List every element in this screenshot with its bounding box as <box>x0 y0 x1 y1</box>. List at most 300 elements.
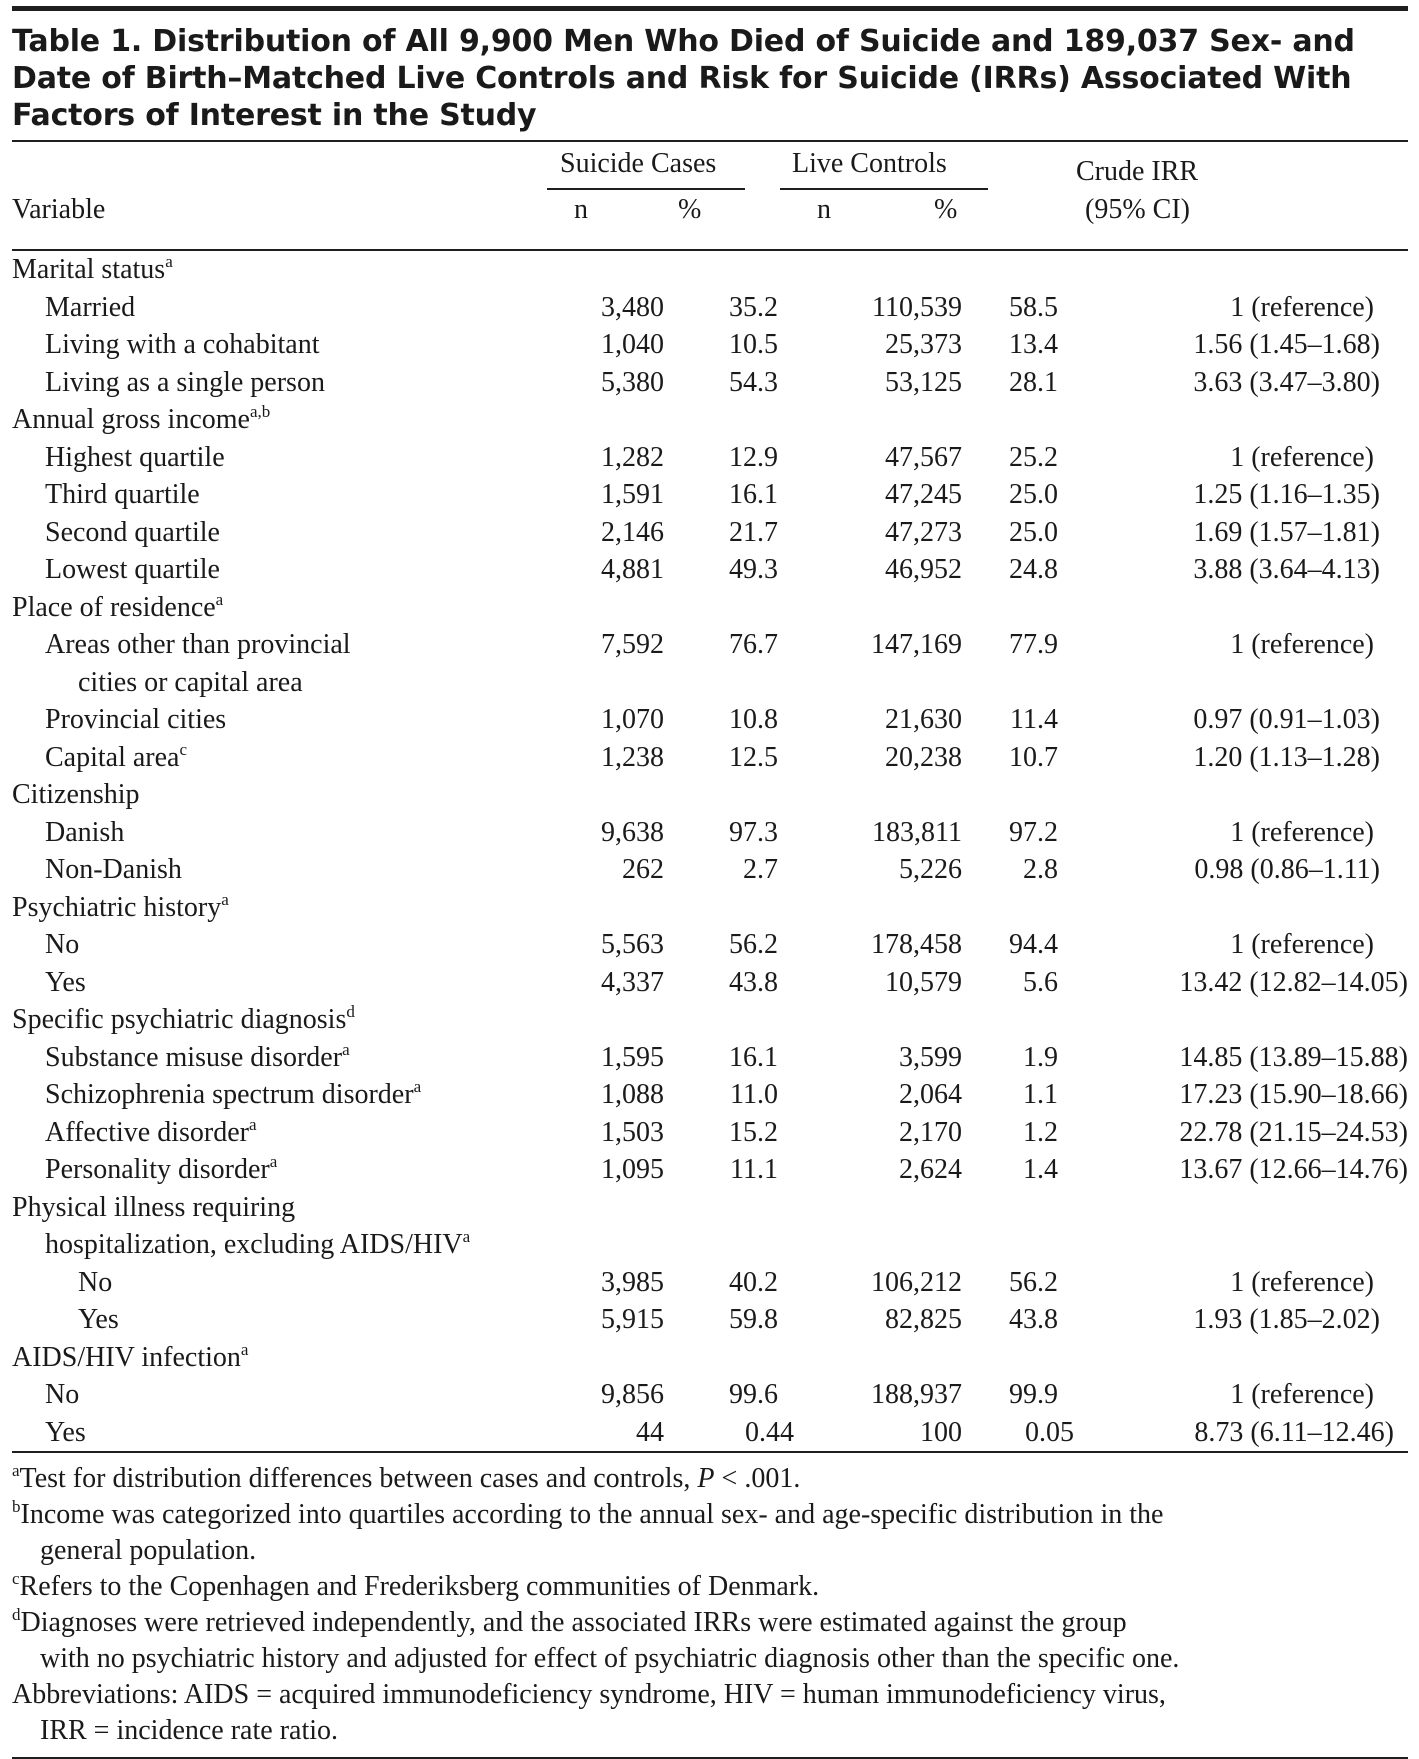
cell-controls-n <box>800 889 970 927</box>
table-row <box>12 1076 1408 1114</box>
row-label <box>12 664 572 702</box>
cell-crude-irr <box>1078 589 1408 627</box>
live-controls-rule <box>780 188 988 190</box>
table-title: Table 1. Distribution of All 9,900 Men Who Died of Suicide and 189,037 Sex- and Date of Birth–Matched Live Controls and Risk for Suicide (IRRs) Associated With Factors of Interest in the Study <box>12 24 1355 133</box>
cell-suicide-n: 44 <box>636 1416 664 1448</box>
cell-controls-pct: 58.5 <box>1009 291 1058 323</box>
cell-crude-irr: 3.88 (3.64–4.13) <box>1193 554 1380 585</box>
cell-suicide-pct: 54.3 <box>729 366 778 398</box>
cell-suicide-pct: 10.8 <box>729 704 778 735</box>
table-section-row <box>12 1189 1408 1227</box>
row-label-text: Capital area <box>45 741 180 773</box>
cell-controls-pct <box>970 1226 1078 1264</box>
cell-suicide-pct: 12.5 <box>729 741 778 773</box>
footnote-mark: a <box>215 589 224 609</box>
footnote-mark: a <box>248 1114 257 1134</box>
cell-suicide-n: 1,503 <box>601 1116 664 1148</box>
footnote-mark: d <box>346 1002 355 1021</box>
cell-suicide-n: 1,088 <box>601 1079 664 1110</box>
row-label <box>12 1039 572 1077</box>
cell-crude-irr: 13.67 (12.66–14.76) <box>1179 1154 1408 1185</box>
cell-suicide-n <box>572 1339 684 1377</box>
cell-controls-n <box>800 664 970 702</box>
cell-controls-n: 106,212 <box>871 1266 962 1298</box>
row-label <box>12 401 572 439</box>
row-label <box>12 964 572 1002</box>
cell-suicide-n: 2,146 <box>601 516 664 548</box>
cell-controls-pct: 43.8 <box>1009 1304 1058 1335</box>
cell-controls-n: 21,630 <box>885 704 962 735</box>
cell-controls-pct: 10.7 <box>1009 741 1058 773</box>
cell-suicide-pct <box>684 776 800 814</box>
cell-controls-n: 100 <box>920 1416 962 1448</box>
footnotes <box>12 1461 1408 1749</box>
row-label <box>12 589 572 627</box>
table-section-row <box>12 664 1408 702</box>
row-label-text: Physical illness requiring <box>12 1191 296 1223</box>
cell-suicide-n <box>572 1226 684 1264</box>
row-label <box>12 1151 572 1189</box>
cell-suicide-n <box>572 776 684 814</box>
cell-crude-irr <box>1078 664 1408 702</box>
table-header <box>12 142 1408 249</box>
cell-crude-irr: 13.42 (12.82–14.05) <box>1179 966 1408 998</box>
row-label <box>12 776 572 814</box>
cell-controls-pct: 25.0 <box>1009 479 1058 510</box>
header-suicide-cases: Suicide Cases <box>560 148 717 179</box>
row-label <box>12 1414 572 1452</box>
cell-suicide-n: 3,480 <box>601 291 664 323</box>
row-label <box>12 1001 572 1039</box>
cell-crude-irr <box>1078 1189 1408 1227</box>
header-suicide-n: n <box>574 194 588 225</box>
cell-crude-irr: 0.97 (0.91–1.03) <box>1193 704 1380 735</box>
cell-suicide-n: 5,563 <box>601 929 664 960</box>
row-label <box>12 626 572 664</box>
row-label-text: AIDS/HIV infection <box>12 1341 241 1373</box>
cell-suicide-pct: 59.8 <box>729 1304 778 1335</box>
cell-controls-n: 183,811 <box>872 816 962 848</box>
footnote-mark: a,b <box>249 402 271 421</box>
footnote-mark: a <box>342 1039 350 1059</box>
cell-suicide-n: 1,282 <box>601 441 664 473</box>
footnote-a-p: P <box>697 1463 715 1494</box>
cell-controls-n: 3,599 <box>899 1041 962 1073</box>
cell-suicide-pct: 15.2 <box>729 1116 778 1148</box>
cell-controls-pct: 5.6 <box>1023 966 1058 998</box>
cell-suicide-pct: 76.7 <box>729 629 778 660</box>
row-label <box>12 739 572 777</box>
header-controls-n: n <box>817 194 831 225</box>
row-label-text: Psychiatric history <box>12 891 222 923</box>
cell-suicide-pct: 11.1 <box>730 1154 778 1185</box>
row-label-text: hospitalization, excluding AIDS/HIV <box>45 1229 463 1260</box>
cell-controls-pct <box>970 589 1078 627</box>
cell-controls-n: 47,567 <box>885 441 962 473</box>
header-variable: Variable <box>12 194 106 225</box>
cell-controls-n <box>800 1226 970 1264</box>
cell-controls-n: 2,064 <box>899 1079 962 1110</box>
cell-suicide-pct <box>684 251 800 289</box>
cell-suicide-n <box>572 401 684 439</box>
cell-suicide-pct: 43.8 <box>729 966 778 998</box>
row-label-text: Areas other than provincial <box>45 629 351 660</box>
cell-controls-pct: 1.9 <box>1023 1041 1058 1073</box>
row-label-text: Schizophrenia spectrum disorder <box>45 1079 414 1110</box>
cell-controls-pct <box>970 1001 1078 1039</box>
cell-suicide-pct <box>684 1339 800 1377</box>
table-section-row <box>12 1226 1408 1264</box>
footnote-mark: a <box>269 1152 278 1171</box>
row-label-text: Specific psychiatric diagnosis <box>12 1004 347 1035</box>
row-label <box>12 1264 572 1302</box>
cell-controls-n <box>800 401 970 439</box>
cell-suicide-pct <box>684 664 800 702</box>
table-row <box>12 514 1408 552</box>
cell-suicide-pct: 49.3 <box>729 554 778 585</box>
row-label-text: No <box>45 1379 80 1410</box>
table-section-row <box>12 776 1408 814</box>
row-label <box>12 1376 572 1414</box>
cell-crude-irr: 22.78 (21.15–24.53) <box>1179 1116 1408 1148</box>
cell-suicide-pct: 99.6 <box>729 1379 778 1410</box>
cell-crude-irr: 1.25 (1.16–1.35) <box>1193 479 1380 510</box>
row-label <box>12 926 572 964</box>
cell-crude-irr: 1.56 (1.45–1.68) <box>1193 329 1380 360</box>
row-label-text: Highest quartile <box>45 441 225 473</box>
row-label <box>12 251 572 289</box>
cell-controls-pct: 24.8 <box>1009 554 1058 585</box>
cell-suicide-pct: 40.2 <box>729 1266 778 1298</box>
cell-controls-pct: 77.9 <box>1009 629 1058 660</box>
table-page <box>12 6 1408 1759</box>
cell-crude-irr: 1 (reference) <box>1230 816 1374 848</box>
cell-crude-irr: 14.85 (13.89–15.88) <box>1179 1041 1408 1073</box>
cell-controls-pct: 25.0 <box>1009 516 1058 548</box>
cell-crude-irr <box>1078 1226 1408 1264</box>
table-bottom-rule <box>12 1451 1408 1453</box>
data-table <box>12 251 1408 1451</box>
cell-crude-irr <box>1078 401 1408 439</box>
cell-suicide-n: 1,595 <box>601 1041 664 1073</box>
cell-suicide-pct: 97.3 <box>729 816 778 848</box>
cell-controls-pct <box>970 1189 1078 1227</box>
row-label <box>12 1226 572 1264</box>
footnote-c-text: Refers to the Copenhagen and Frederiksberg communities of Denmark. <box>19 1571 820 1602</box>
cell-crude-irr: 1 (reference) <box>1230 441 1374 473</box>
cell-suicide-n: 5,915 <box>601 1304 664 1335</box>
cell-crude-irr: 17.23 (15.90–18.66) <box>1179 1079 1408 1110</box>
table-row <box>12 289 1408 327</box>
cell-controls-pct: 56.2 <box>1009 1266 1058 1298</box>
cell-controls-pct: 1.4 <box>1023 1154 1058 1185</box>
footnote-mark: c <box>179 739 188 759</box>
cell-controls-n <box>800 1189 970 1227</box>
header-ci: (95% CI) <box>1085 194 1190 225</box>
row-label-text: No <box>45 929 80 960</box>
table-row <box>12 739 1408 777</box>
footnote-a <box>12 1461 1408 1497</box>
row-label <box>12 551 572 589</box>
cell-controls-pct: 0.05 <box>1025 1416 1074 1448</box>
footnote-b-line2: general population. <box>40 1535 257 1566</box>
footnote-abbreviations <box>12 1677 1408 1749</box>
row-label <box>12 289 572 327</box>
cell-controls-n: 47,245 <box>885 479 962 510</box>
table-row <box>12 1264 1408 1302</box>
cell-suicide-n <box>572 889 684 927</box>
row-label-text: Living with a cohabitant <box>45 329 320 360</box>
cell-controls-n: 46,952 <box>885 554 962 585</box>
footnote-b <box>12 1497 1408 1569</box>
cell-controls-n: 82,825 <box>885 1304 962 1335</box>
cell-controls-n: 25,373 <box>885 329 962 360</box>
table-section-row <box>12 401 1408 439</box>
cell-suicide-pct: 56.2 <box>729 929 778 960</box>
table-row <box>12 551 1408 589</box>
row-label <box>12 1301 572 1339</box>
cell-suicide-n: 9,856 <box>601 1379 664 1410</box>
table-row <box>12 439 1408 477</box>
suicide-cases-rule <box>547 188 745 190</box>
cell-controls-pct: 97.2 <box>1009 816 1058 848</box>
table-section-row <box>12 1001 1408 1039</box>
cell-controls-n <box>800 251 970 289</box>
row-label <box>12 1076 572 1114</box>
cell-suicide-n <box>572 1001 684 1039</box>
table-row <box>12 626 1408 664</box>
cell-crude-irr: 1 (reference) <box>1230 1379 1374 1410</box>
cell-controls-n: 2,170 <box>899 1116 962 1148</box>
cell-suicide-pct: 11.0 <box>730 1079 778 1110</box>
row-label <box>12 1189 572 1227</box>
table-section-row <box>12 251 1408 289</box>
cell-controls-n: 53,125 <box>885 366 962 398</box>
table-section-row <box>12 589 1408 627</box>
cell-suicide-pct <box>684 401 800 439</box>
table-row <box>12 814 1408 852</box>
abbreviations-line2: IRR = incidence rate ratio. <box>40 1715 339 1746</box>
row-label-text: Lowest quartile <box>45 554 220 585</box>
cell-crude-irr: 1.93 (1.85–2.02) <box>1193 1304 1380 1335</box>
row-label-text: Yes <box>78 1304 119 1335</box>
cell-controls-n: 10,579 <box>885 966 962 998</box>
footnote-d-line1: Diagnoses were retrieved independently, and the associated IRRs were estimated against the group <box>20 1607 1127 1638</box>
cell-suicide-n <box>572 664 684 702</box>
cell-controls-n: 2,624 <box>899 1154 962 1185</box>
row-label-text: Yes <box>45 966 86 998</box>
cell-suicide-n: 1,095 <box>601 1154 664 1185</box>
row-label <box>12 476 572 514</box>
cell-suicide-n: 4,881 <box>601 554 664 585</box>
cell-crude-irr <box>1078 251 1408 289</box>
cell-controls-n: 188,937 <box>871 1379 962 1410</box>
footnote-mark: a <box>413 1077 422 1096</box>
cell-crude-irr: 1.69 (1.57–1.81) <box>1193 516 1380 548</box>
cell-suicide-n: 7,592 <box>601 629 664 660</box>
cell-crude-irr: 1 (reference) <box>1230 929 1374 960</box>
row-label <box>12 439 572 477</box>
row-label <box>12 814 572 852</box>
cell-crude-irr: 3.63 (3.47–3.80) <box>1193 366 1380 398</box>
cell-suicide-n: 262 <box>622 854 664 885</box>
table-section-row <box>12 1339 1408 1377</box>
cell-crude-irr: 0.98 (0.86–1.11) <box>1194 854 1380 885</box>
cell-controls-n: 110,539 <box>872 291 962 323</box>
row-label-text: Yes <box>45 1416 86 1448</box>
top-rule <box>12 6 1408 11</box>
footnote-mark: a <box>240 1339 249 1359</box>
cell-suicide-n: 4,337 <box>601 966 664 998</box>
cell-suicide-n <box>572 1189 684 1227</box>
header-controls-pct: % <box>934 194 958 225</box>
cell-suicide-n <box>572 251 684 289</box>
cell-controls-pct <box>970 889 1078 927</box>
footnote-a-text: Test for distribution differences between cases and controls, <box>19 1463 698 1494</box>
cell-controls-pct: 28.1 <box>1009 366 1058 398</box>
cell-controls-pct <box>970 251 1078 289</box>
cell-suicide-pct: 10.5 <box>729 329 778 360</box>
cell-controls-pct: 11.4 <box>1010 704 1058 735</box>
cell-crude-irr: 1 (reference) <box>1230 1266 1374 1298</box>
table-body <box>12 251 1408 1451</box>
row-label-text: Personality disorder <box>45 1154 270 1185</box>
table-section-row <box>12 889 1408 927</box>
row-label-text: Place of residence <box>12 591 216 623</box>
footnote-c <box>12 1569 1408 1605</box>
cell-controls-pct <box>970 664 1078 702</box>
row-label-text: Affective disorder <box>45 1116 249 1148</box>
cell-suicide-pct: 16.1 <box>729 1041 778 1073</box>
row-label <box>12 364 572 402</box>
cell-suicide-pct: 12.9 <box>729 441 778 473</box>
cell-controls-n <box>800 776 970 814</box>
table-row <box>12 701 1408 739</box>
cell-suicide-pct <box>684 1189 800 1227</box>
cell-crude-irr <box>1078 776 1408 814</box>
cell-suicide-pct <box>684 1226 800 1264</box>
cell-suicide-pct: 16.1 <box>729 479 778 510</box>
cell-controls-pct: 2.8 <box>1023 854 1058 885</box>
table-row <box>12 1376 1408 1414</box>
row-label-text: Citizenship <box>12 779 140 810</box>
table-row <box>12 364 1408 402</box>
row-label-text: Non-Danish <box>45 854 182 885</box>
header-crude-irr: Crude IRR <box>1076 156 1199 187</box>
row-label-text: cities or capital area <box>78 666 303 698</box>
row-label-text: Annual gross income <box>12 404 250 435</box>
cell-suicide-n <box>572 589 684 627</box>
cell-crude-irr: 1.20 (1.13–1.28) <box>1193 741 1380 773</box>
footnote-a-tail: < .001. <box>714 1463 801 1494</box>
row-label-text: Danish <box>45 816 125 848</box>
cell-suicide-n: 1,238 <box>601 741 664 773</box>
cell-crude-irr <box>1078 1001 1408 1039</box>
table-row <box>12 1039 1408 1077</box>
row-label-text: Married <box>45 291 136 323</box>
cell-suicide-pct <box>684 889 800 927</box>
cell-controls-pct: 99.9 <box>1009 1379 1058 1410</box>
cell-controls-n <box>800 1339 970 1377</box>
row-label <box>12 701 572 739</box>
cell-suicide-n: 9,638 <box>601 816 664 848</box>
cell-controls-n: 147,169 <box>871 629 962 660</box>
table-row <box>12 964 1408 1002</box>
cell-suicide-n: 3,985 <box>601 1266 664 1298</box>
row-label-text: No <box>78 1266 113 1298</box>
footnote-a-mark: a <box>12 1461 20 1480</box>
cell-suicide-n: 1,040 <box>601 329 664 360</box>
row-label-text: Provincial cities <box>45 704 227 735</box>
cell-controls-n: 5,226 <box>899 854 962 885</box>
cell-crude-irr <box>1078 889 1408 927</box>
table-row <box>12 1414 1408 1452</box>
cell-controls-pct <box>970 1339 1078 1377</box>
header-live-controls: Live Controls <box>792 148 947 179</box>
table-row <box>12 476 1408 514</box>
footnote-c-mark: c <box>12 1569 20 1588</box>
cell-suicide-pct: 21.7 <box>729 516 778 548</box>
abbreviations-line1: Abbreviations: AIDS = acquired immunodeficiency syndrome, HIV = human immunodeficiency virus, <box>12 1679 1166 1710</box>
cell-crude-irr <box>1078 1339 1408 1377</box>
row-label <box>12 1114 572 1152</box>
table-row <box>12 1301 1408 1339</box>
table-row <box>12 1151 1408 1189</box>
row-label <box>12 326 572 364</box>
cell-crude-irr: 1 (reference) <box>1230 291 1374 323</box>
cell-controls-n: 47,273 <box>885 516 962 548</box>
cell-suicide-pct <box>684 589 800 627</box>
cell-controls-n: 20,238 <box>885 741 962 773</box>
cell-crude-irr: 1 (reference) <box>1230 629 1374 660</box>
cell-controls-pct: 13.4 <box>1009 329 1058 360</box>
cell-crude-irr: 8.73 (6.11–12.46) <box>1194 1416 1394 1448</box>
footnote-mark: a <box>221 889 229 909</box>
cell-suicide-n: 1,070 <box>601 704 664 735</box>
cell-controls-pct: 25.2 <box>1009 441 1058 473</box>
cell-controls-pct: 94.4 <box>1009 929 1058 960</box>
table-row <box>12 1114 1408 1152</box>
footnote-b-mark: b <box>12 1497 21 1516</box>
table-row <box>12 851 1408 889</box>
footnote-b-line1: Income was categorized into quartiles according to the annual sex- and age-specific distribution in the <box>20 1499 1164 1530</box>
row-label-text: Living as a single person <box>45 366 325 398</box>
row-label <box>12 889 572 927</box>
cell-controls-pct <box>970 776 1078 814</box>
row-label-text: Second quartile <box>45 516 220 548</box>
footnote-d-mark: d <box>12 1605 21 1624</box>
footnote-mark: a <box>462 1227 471 1246</box>
cell-controls-pct: 1.2 <box>1023 1116 1058 1148</box>
footnote-d-line2: with no psychiatric history and adjusted for effect of psychiatric diagnosis other than the specific one. <box>40 1643 1180 1674</box>
cell-controls-pct: 1.1 <box>1023 1079 1058 1110</box>
cell-suicide-n: 5,380 <box>601 366 664 398</box>
header-suicide-pct: % <box>678 194 702 225</box>
cell-controls-n: 178,458 <box>871 929 962 960</box>
cell-suicide-pct: 2.7 <box>743 854 778 885</box>
cell-controls-pct <box>970 401 1078 439</box>
footnote-mark: a <box>165 252 173 271</box>
cell-controls-n <box>800 589 970 627</box>
row-label <box>12 514 572 552</box>
row-label-text: Marital status <box>12 254 166 285</box>
footnote-d <box>12 1605 1408 1677</box>
row-label-text: Third quartile <box>45 479 200 510</box>
row-label <box>12 851 572 889</box>
cell-suicide-pct <box>684 1001 800 1039</box>
cell-suicide-n: 1,591 <box>601 479 664 510</box>
table-row <box>12 926 1408 964</box>
